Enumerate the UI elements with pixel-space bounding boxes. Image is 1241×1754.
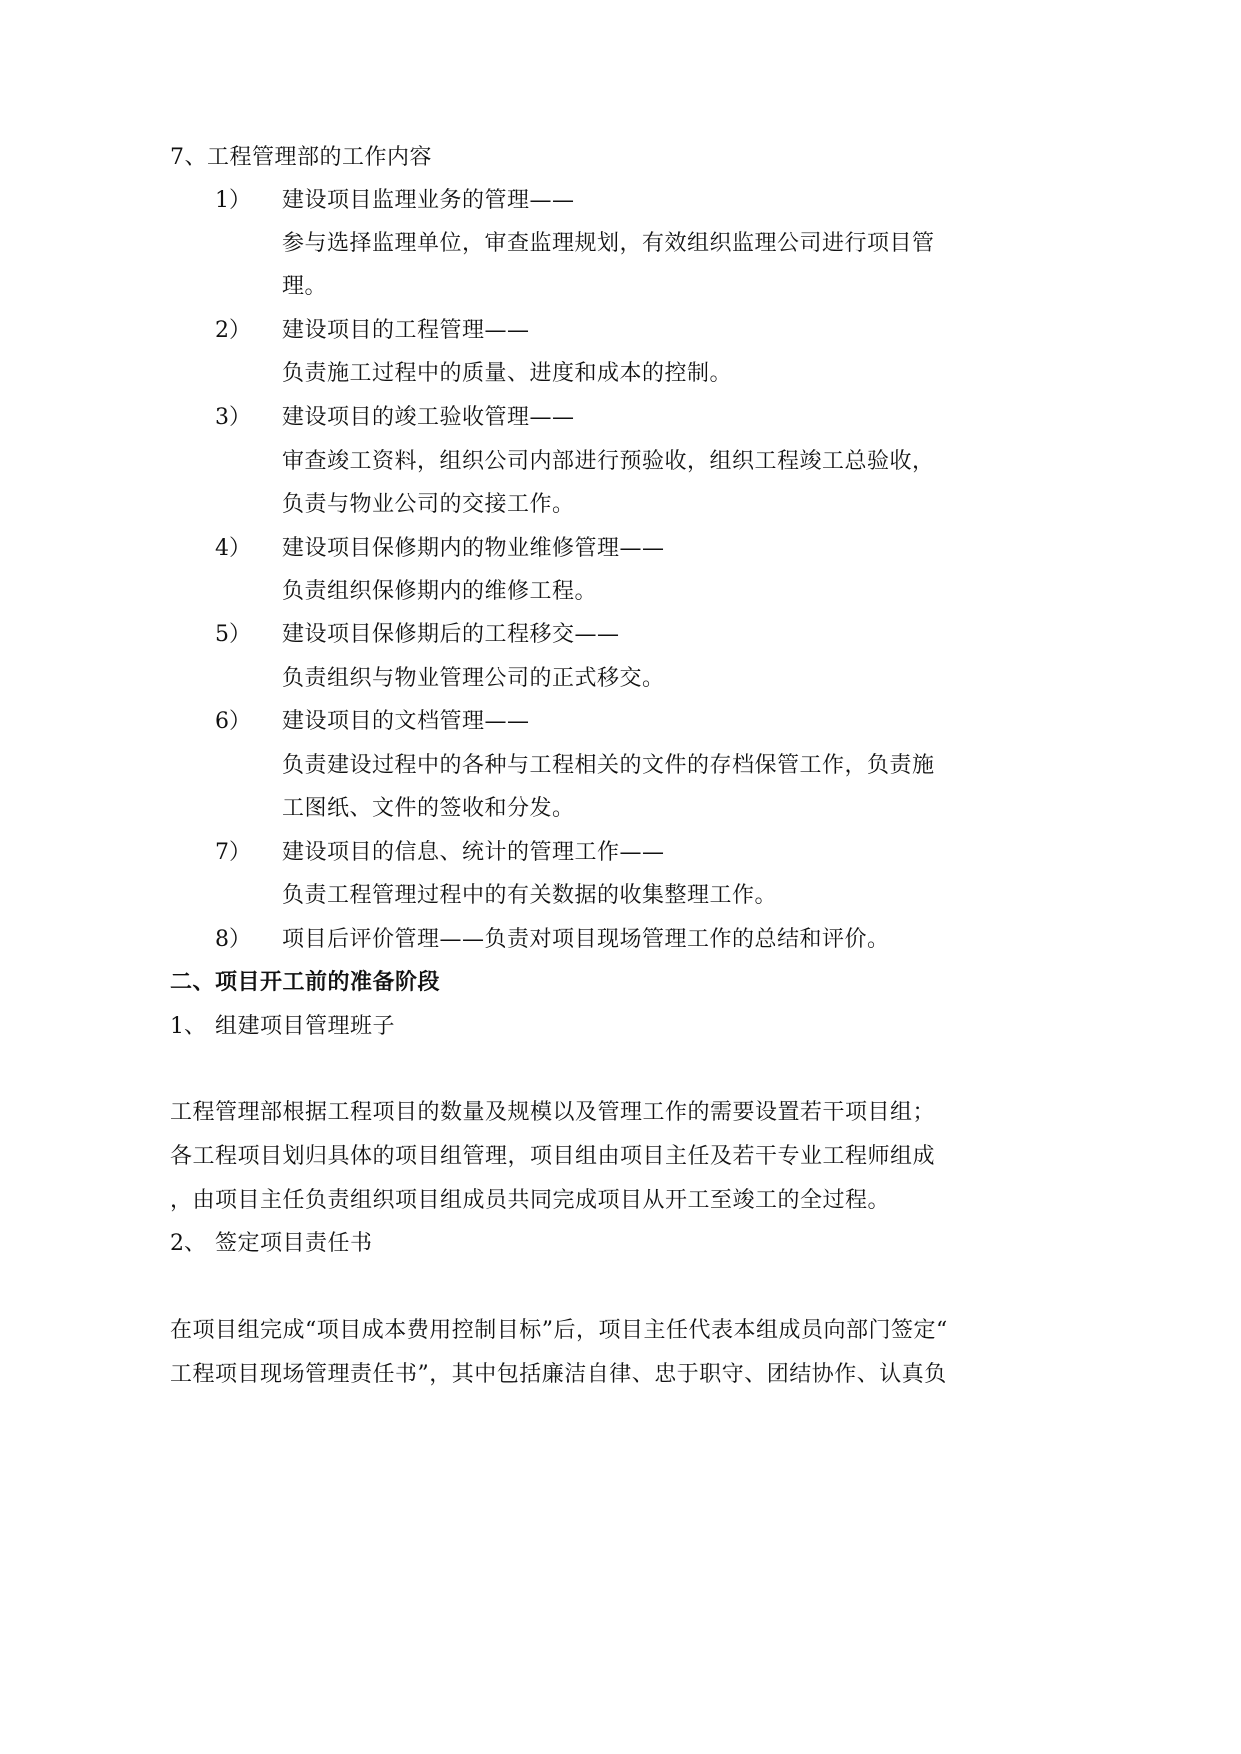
paragraph-line: ，由项目主任负责组织项目组成员共同完成项目从开工至竣工的全过程。	[170, 1188, 891, 1213]
paragraph-line: 工程管理部根据工程项目的数量及规模以及管理工作的需要设置若干项目组；	[170, 1100, 936, 1125]
list-item-number: 1）	[215, 188, 251, 213]
list-item-description: 审查竣工资料，组织公司内部进行预验收，组织工程竣工总验收，	[282, 449, 935, 474]
list-item-description: 负责与物业公司的交接工作。	[282, 492, 575, 517]
list-item-title: 建设项目的工程管理——	[282, 318, 530, 343]
paragraph-line: 工程项目现场管理责任书”，其中包括廉洁自律、忠于职守、团结协作、认真负	[170, 1362, 947, 1387]
list-item-number: 3）	[215, 405, 251, 430]
list-item-number: 7）	[215, 840, 251, 865]
list-item-description: 工图纸、文件的签收和分发。	[282, 796, 575, 821]
list-item-number: 4）	[215, 536, 251, 561]
list-item-title: 建设项目的信息、统计的管理工作——	[282, 840, 665, 865]
list-item-title: 项目后评价管理——负责对项目现场管理工作的总结和评价。	[282, 927, 890, 952]
section-heading: 7、工程管理部的工作内容	[170, 145, 432, 170]
list-item-title: 建设项目的文档管理——	[282, 709, 530, 734]
list-item-description: 理。	[282, 274, 328, 299]
list-item-description: 参与选择监理单位，审查监理规划，有效组织监理公司进行项目管	[282, 231, 935, 256]
subsection-number: 2、	[170, 1231, 206, 1256]
list-item-description: 负责建设过程中的各种与工程相关的文件的存档保管工作，负责施	[282, 753, 935, 778]
list-item-title: 建设项目保修期内的物业维修管理——	[282, 536, 665, 561]
list-item-title: 建设项目保修期后的工程移交——	[282, 622, 620, 647]
chapter-heading: 二、项目开工前的准备阶段	[170, 970, 441, 995]
subsection-title: 组建项目管理班子	[215, 1014, 396, 1039]
list-item-title: 建设项目监理业务的管理——	[282, 188, 575, 213]
list-item-description: 负责组织保修期内的维修工程。	[282, 579, 598, 604]
subsection-title: 签定项目责任书	[215, 1231, 373, 1256]
subsection-number: 1、	[170, 1014, 206, 1039]
list-item-number: 5）	[215, 622, 251, 647]
list-item-number: 6）	[215, 709, 251, 734]
list-item-title: 建设项目的竣工验收管理——	[282, 405, 575, 430]
list-item-description: 负责组织与物业管理公司的正式移交。	[282, 666, 665, 691]
list-item-number: 8）	[215, 927, 251, 952]
paragraph-line: 各工程项目划归具体的项目组管理，项目组由项目主任及若干专业工程师组成	[170, 1144, 936, 1169]
list-item-number: 2）	[215, 318, 251, 343]
list-item-description: 负责施工过程中的质量、进度和成本的控制。	[282, 361, 733, 386]
paragraph-line: 在项目组完成“项目成本费用控制目标”后，项目主任代表本组成员向部门签定“	[170, 1318, 948, 1343]
list-item-description: 负责工程管理过程中的有关数据的收集整理工作。	[282, 883, 778, 908]
